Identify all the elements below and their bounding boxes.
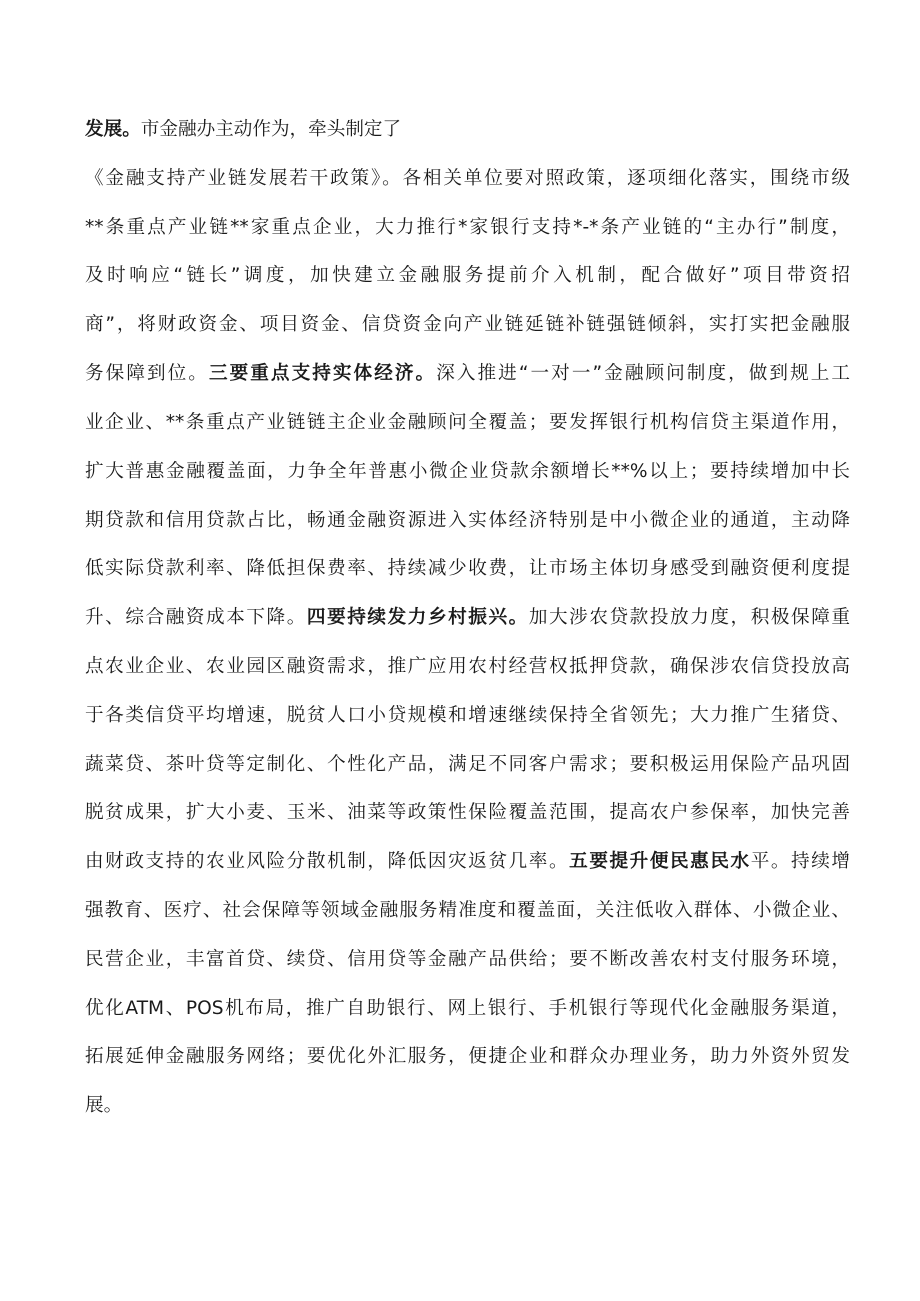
text-segment: 加大涉农贷款投放力度，积极保障重	[528, 607, 850, 628]
text-line-18	[85, 943, 850, 977]
text-line-8	[85, 455, 850, 489]
text-line-15	[85, 796, 850, 830]
text-segment: 由财政支持的农业风险分散机制，降低因灾返贫几率。	[85, 851, 570, 872]
text-segment: **条重点产业链**家重点企业，大力推行*家银行支持*-*条产业链的“主办行”制度，	[85, 217, 850, 238]
text-line-4	[85, 259, 850, 293]
text-segment: 及时响应“链长”调度，加快建立金融服务提前介入机制，配合做好”项目带资招	[85, 265, 850, 286]
text-line-13	[85, 699, 850, 733]
text-line-14	[85, 748, 850, 782]
text-segment: 期贷款和信用贷款占比，畅通金融资源进入实体经济特别是中小微企业的通道，主动降	[85, 510, 850, 531]
text-segment: 《金融支持产业链发展若干政策》。各相关单位要对照政策，逐项细化落实，围绕市级	[85, 168, 850, 189]
text-line-5	[85, 308, 850, 342]
text-segment: 市金融办主动作为，牵头制定了	[140, 119, 402, 140]
text-segment: 深入推进“一对一”金融顾问制度，做到规上工	[436, 363, 850, 384]
text-segment: 点农业企业、农业园区融资需求，推广应用农村经营权抵押贷款，确保涉农信贷投放高	[85, 656, 850, 677]
heading-segment: 四要持续发力乡村振兴。	[306, 607, 529, 628]
text-segment: 扩大普惠金融覆盖面，力争全年普惠小微企业贷款余额增长**%以上；要持续增加中长	[85, 461, 850, 482]
text-segment: 务保障到位。	[85, 363, 209, 384]
heading-segment: 发展。	[85, 119, 141, 140]
heading-segment: 三要重点支持实体经济。	[208, 363, 437, 384]
text-line-20	[85, 1040, 850, 1074]
text-line-7	[85, 406, 850, 440]
text-segment: 升、综合融资成本下降。	[85, 607, 307, 628]
text-line-1	[85, 113, 850, 147]
text-segment: 民营企业，丰富首贷、续贷、信用贷等金融产品供给；要不断改善农村支付服务环境，	[85, 949, 850, 970]
text-segment: 平。持续增	[750, 851, 850, 872]
text-line-19	[85, 992, 850, 1026]
text-line-3	[85, 211, 850, 245]
text-segment: 强教育、医疗、社会保障等领域金融服务精准度和覆盖面，关注低收入群体、小微企业、	[85, 900, 850, 921]
text-line-16	[85, 845, 850, 879]
text-segment: 蔬菜贷、茶叶贷等定制化、个性化产品，满足不同客户需求；要积极运用保险产品巩固	[85, 754, 850, 775]
text-line-10	[85, 552, 850, 586]
text-segment: 拓展延伸金融服务网络；要优化外汇服务，便捷企业和群众办理业务，助力外资外贸发	[85, 1046, 850, 1067]
text-segment: 业企业、**条重点产业链链主企业金融顾问全覆盖；要发挥银行机构信贷主渠道作用，	[85, 412, 850, 433]
text-line-12	[85, 650, 850, 684]
text-line-2	[85, 162, 850, 196]
text-segment: 商”，将财政资金、项目资金、信贷资金向产业链延链补链强链倾斜，实打实把金融服	[85, 314, 850, 335]
text-segment: 于各类信贷平均增速，脱贫人口小贷规模和增速继续保持全省领先；大力推广生猪贷、	[85, 705, 850, 726]
text-line-6	[85, 357, 850, 391]
text-line-9	[85, 504, 850, 538]
text-segment: 低实际贷款利率、降低担保费率、持续减少收费，让市场主体切身感受到融资便利度提	[85, 558, 850, 579]
text-segment: 脱贫成果，扩大小麦、玉米、油菜等政策性保险覆盖范围，提高农户参保率，加快完善	[85, 802, 850, 823]
text-line-17	[85, 894, 850, 928]
text-line-21	[85, 1089, 850, 1123]
text-segment: 优化ATM、POS机布局，推广自助银行、网上银行、手机银行等现代化金融服务渠道，	[85, 998, 850, 1019]
text-segment: 展。	[85, 1095, 123, 1116]
heading-segment: 五要提升便民惠民水	[569, 851, 751, 872]
text-line-11	[85, 601, 850, 635]
